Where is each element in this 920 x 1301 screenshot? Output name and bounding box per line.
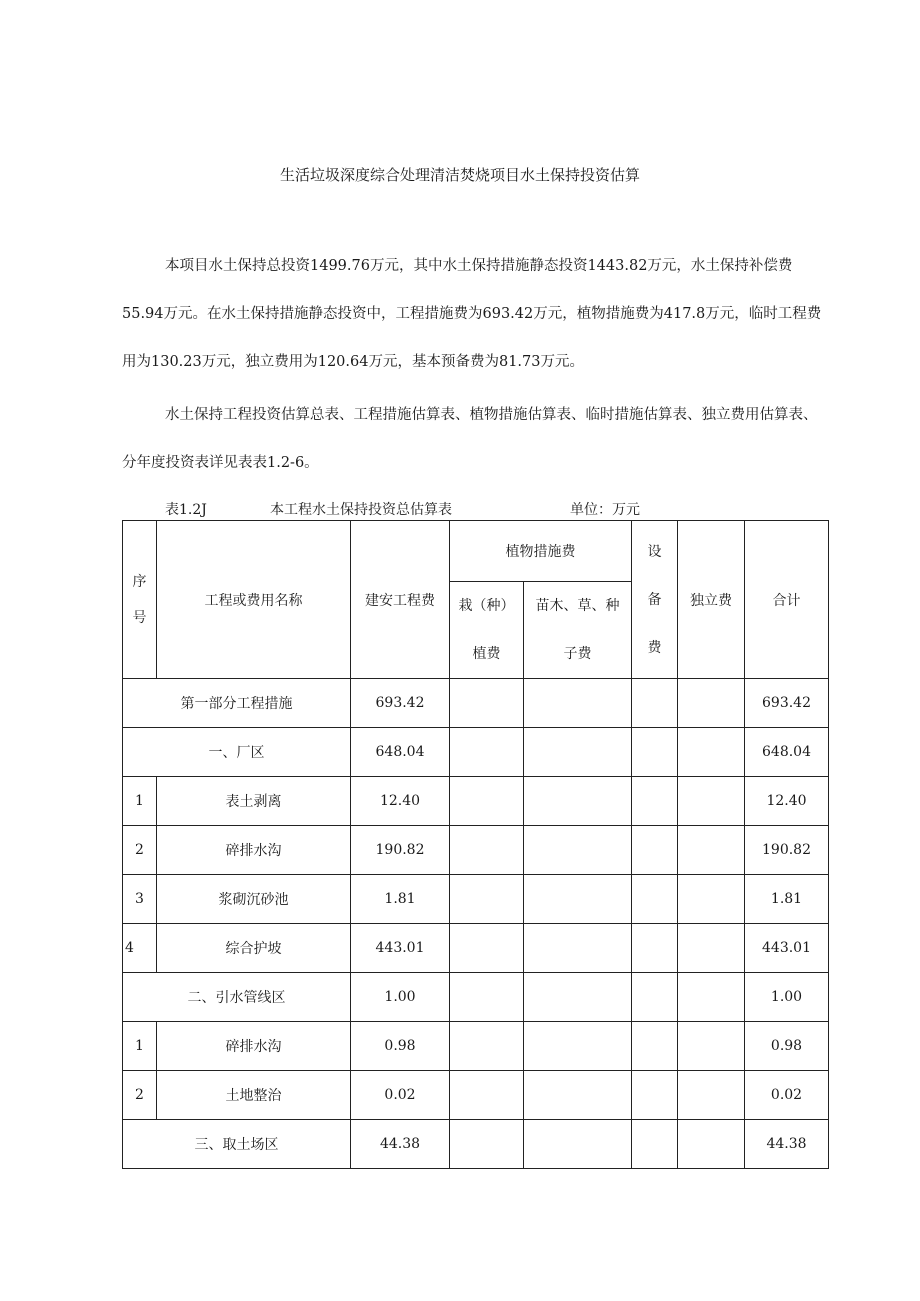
header-independent: 独立费 xyxy=(678,521,745,679)
row-independent xyxy=(678,777,745,826)
paragraph-table-reference xyxy=(122,391,828,487)
row-seedling xyxy=(524,826,632,875)
row-independent xyxy=(678,679,745,728)
row-planting xyxy=(450,777,524,826)
row-total: 44.38 xyxy=(745,1120,829,1169)
header-construction: 建安工程费 xyxy=(351,521,450,679)
row-equipment xyxy=(632,875,678,924)
row-equipment xyxy=(632,973,678,1022)
table-caption xyxy=(122,499,828,521)
row-seedling xyxy=(524,1120,632,1169)
row-seq: 1 xyxy=(123,1022,157,1071)
table-row xyxy=(123,875,829,924)
row-construction: 693.42 xyxy=(351,679,450,728)
table-row xyxy=(123,1120,829,1169)
row-seedling xyxy=(524,679,632,728)
row-total: 1.00 xyxy=(745,973,829,1022)
row-seedling xyxy=(524,728,632,777)
row-independent xyxy=(678,826,745,875)
header-equipment: 设 备 费 xyxy=(632,521,678,679)
paragraph-1-text: 本项目水土保持总投资1499.76万元，其中水土保持措施静态投资1443.82万元，水土保持补偿费55.94万元。在水土保持措施静态投资中，工程措施费为693.42万元，植物措施费为417.8万元，临时工程费用为130.23万元，独立费用为120.64万元，基本预备费为81.73万元。 xyxy=(122,258,822,370)
row-total: 0.98 xyxy=(745,1022,829,1071)
header-row-1 xyxy=(123,521,829,582)
row-section-name: 三、取土场区 xyxy=(123,1120,351,1169)
header-seq: 序 号 xyxy=(123,521,157,679)
table-row xyxy=(123,973,829,1022)
row-planting xyxy=(450,973,524,1022)
row-construction: 0.98 xyxy=(351,1022,450,1071)
row-independent xyxy=(678,1120,745,1169)
table-unit: 单位：万元 xyxy=(570,502,640,518)
row-seedling xyxy=(524,973,632,1022)
investment-table xyxy=(122,520,829,1169)
row-equipment xyxy=(632,728,678,777)
row-equipment xyxy=(632,679,678,728)
row-seedling xyxy=(524,1022,632,1071)
row-planting xyxy=(450,728,524,777)
row-planting xyxy=(450,875,524,924)
row-independent xyxy=(678,875,745,924)
row-total: 693.42 xyxy=(745,679,829,728)
header-seedling: 苗木、草、种 子费 xyxy=(524,582,632,679)
table-row xyxy=(123,728,829,777)
row-construction: 648.04 xyxy=(351,728,450,777)
row-construction: 443.01 xyxy=(351,924,450,973)
row-construction: 44.38 xyxy=(351,1120,450,1169)
row-total: 12.40 xyxy=(745,777,829,826)
row-equipment xyxy=(632,826,678,875)
table-row xyxy=(123,1071,829,1120)
row-seq: 4 xyxy=(123,924,157,973)
row-independent xyxy=(678,1022,745,1071)
row-seedling xyxy=(524,1071,632,1120)
row-independent xyxy=(678,924,745,973)
row-name: 碎排水沟 xyxy=(157,826,351,875)
row-planting xyxy=(450,1071,524,1120)
header-total: 合计 xyxy=(745,521,829,679)
paragraph-2-text: 水土保持工程投资估算总表、工程措施估算表、植物措施估算表、临时措施估算表、独立费用估算表、分年度投资表详见表表1.2-6。 xyxy=(122,407,818,471)
table-number: 表1.2J xyxy=(165,502,207,518)
row-independent xyxy=(678,1071,745,1120)
row-seedling xyxy=(524,777,632,826)
row-planting xyxy=(450,1022,524,1071)
row-seedling xyxy=(524,875,632,924)
table-row xyxy=(123,679,829,728)
row-name: 综合护坡 xyxy=(157,924,351,973)
row-seq: 3 xyxy=(123,875,157,924)
paragraph-investment-summary xyxy=(122,242,828,386)
row-planting xyxy=(450,826,524,875)
row-name: 浆砌沉砂池 xyxy=(157,875,351,924)
row-construction: 1.00 xyxy=(351,973,450,1022)
table-row xyxy=(123,826,829,875)
row-name: 表土剥离 xyxy=(157,777,351,826)
table-row xyxy=(123,1022,829,1071)
row-name: 碎排水沟 xyxy=(157,1022,351,1071)
header-name: 工程或费用名称 xyxy=(157,521,351,679)
table-body xyxy=(123,679,829,1169)
row-planting xyxy=(450,679,524,728)
row-total: 1.81 xyxy=(745,875,829,924)
header-planting: 栽（种） 植费 xyxy=(450,582,524,679)
row-construction: 1.81 xyxy=(351,875,450,924)
row-section-name: 一、厂区 xyxy=(123,728,351,777)
row-seq: 2 xyxy=(123,1071,157,1120)
row-seedling xyxy=(524,924,632,973)
table-title: 本工程水土保持投资总估算表 xyxy=(270,502,452,518)
row-construction: 12.40 xyxy=(351,777,450,826)
row-section-name: 二、引水管线区 xyxy=(123,973,351,1022)
row-name: 土地整治 xyxy=(157,1071,351,1120)
row-total: 648.04 xyxy=(745,728,829,777)
row-total: 443.01 xyxy=(745,924,829,973)
row-equipment xyxy=(632,1022,678,1071)
row-construction: 190.82 xyxy=(351,826,450,875)
table-row xyxy=(123,777,829,826)
row-planting xyxy=(450,1120,524,1169)
row-total: 190.82 xyxy=(745,826,829,875)
document-title: 生活垃圾深度综合处理清洁焚烧项目水土保持投资估算 xyxy=(279,166,640,184)
row-independent xyxy=(678,728,745,777)
row-equipment xyxy=(632,777,678,826)
header-plant: 植物措施费 xyxy=(450,521,632,582)
row-total: 0.02 xyxy=(745,1071,829,1120)
row-section-name: 第一部分工程措施 xyxy=(123,679,351,728)
table-row xyxy=(123,924,829,973)
row-planting xyxy=(450,924,524,973)
row-independent xyxy=(678,973,745,1022)
row-construction: 0.02 xyxy=(351,1071,450,1120)
row-equipment xyxy=(632,1071,678,1120)
row-equipment xyxy=(632,924,678,973)
row-seq: 2 xyxy=(123,826,157,875)
row-equipment xyxy=(632,1120,678,1169)
row-seq: 1 xyxy=(123,777,157,826)
